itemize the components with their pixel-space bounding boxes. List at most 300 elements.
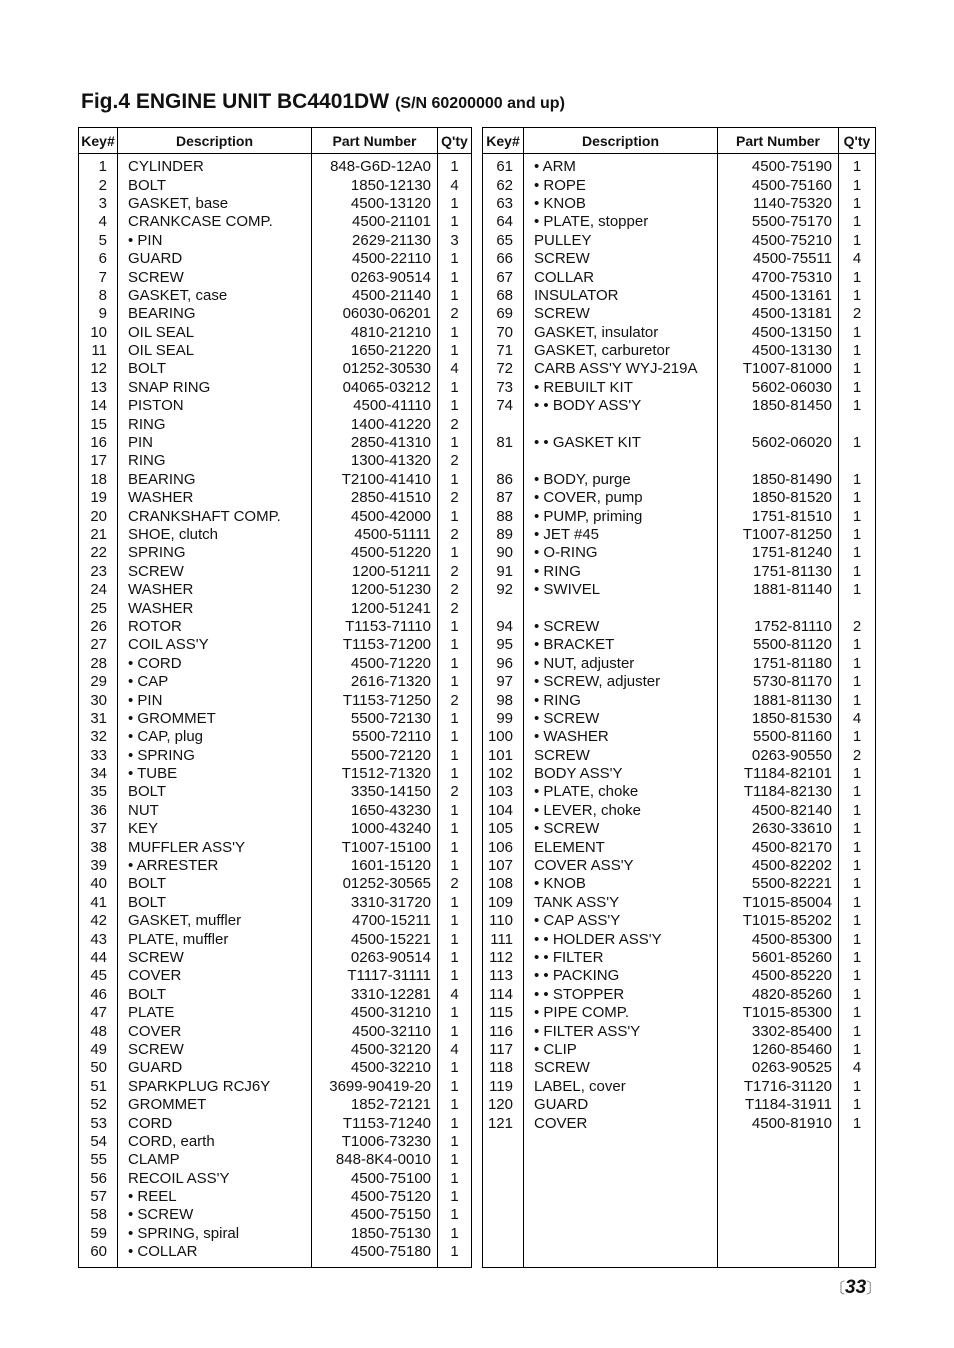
table-row <box>483 636 876 654</box>
key-cell: 46 <box>79 986 118 1004</box>
key-cell: 28 <box>79 655 118 673</box>
qty-cell: 1 <box>438 710 472 728</box>
part-number-cell: 4500-41110 <box>312 397 438 415</box>
key-cell: 65 <box>483 232 524 250</box>
table-row <box>483 507 876 525</box>
part-number-cell: 4500-51111 <box>312 526 438 544</box>
table-row <box>483 452 876 470</box>
part-number-cell: 5500-72110 <box>312 728 438 746</box>
table-row <box>483 268 876 286</box>
part-number-cell: 1650-21220 <box>312 342 438 360</box>
key-cell: 66 <box>483 250 524 268</box>
qty-cell: 1 <box>438 747 472 765</box>
part-number-cell: 5500-82221 <box>718 875 839 893</box>
key-cell: 112 <box>483 949 524 967</box>
description-cell: PULLEY <box>524 232 718 250</box>
table-row <box>483 967 876 985</box>
description-cell: • CAP ASS'Y <box>524 912 718 930</box>
table-row <box>483 1059 876 1077</box>
qty-cell: 1 <box>839 802 876 820</box>
table-row <box>79 250 472 268</box>
key-cell: 111 <box>483 930 524 948</box>
part-number-cell: 4500-13120 <box>312 195 438 213</box>
key-cell: 110 <box>483 912 524 930</box>
part-number-cell <box>718 599 839 617</box>
qty-cell: 1 <box>438 250 472 268</box>
table-row <box>79 1114 472 1132</box>
description-cell: • PIN <box>118 691 312 709</box>
qty-cell: 1 <box>839 673 876 691</box>
key-cell: 48 <box>79 1022 118 1040</box>
empty-cell <box>839 1169 876 1187</box>
part-number-cell: 4500-22110 <box>312 250 438 268</box>
part-number-cell: 04065-03212 <box>312 379 438 397</box>
table-row <box>79 1078 472 1096</box>
table-row <box>79 195 472 213</box>
qty-cell: 1 <box>839 820 876 838</box>
page-number: 〔33〕 <box>830 1277 882 1298</box>
part-number-cell: 4500-13161 <box>718 287 839 305</box>
qty-cell: 4 <box>438 176 472 194</box>
description-cell: • ROPE <box>524 176 718 194</box>
part-number-cell: 4500-75120 <box>312 1188 438 1206</box>
part-number-cell: 1601-15120 <box>312 857 438 875</box>
part-number-cell: 4500-31210 <box>312 1004 438 1022</box>
empty-cell <box>524 1169 718 1187</box>
table-row <box>79 802 472 820</box>
part-number-cell: 1260-85460 <box>718 1041 839 1059</box>
key-cell <box>483 415 524 433</box>
table-row <box>79 912 472 930</box>
key-cell: 8 <box>79 287 118 305</box>
table-row <box>79 1151 472 1169</box>
key-cell: 27 <box>79 636 118 654</box>
part-number-cell: 01252-30530 <box>312 360 438 378</box>
key-cell: 63 <box>483 195 524 213</box>
key-cell: 92 <box>483 581 524 599</box>
table-row <box>483 1022 876 1040</box>
table-row <box>483 250 876 268</box>
padding-cell <box>483 1261 524 1268</box>
description-cell: COVER ASS'Y <box>524 857 718 875</box>
part-number-cell: 1850-75130 <box>312 1225 438 1243</box>
qty-cell: 1 <box>839 176 876 194</box>
key-cell: 71 <box>483 342 524 360</box>
key-cell: 37 <box>79 820 118 838</box>
key-cell: 113 <box>483 967 524 985</box>
empty-cell <box>718 1243 839 1261</box>
qty-cell: 1 <box>438 618 472 636</box>
table-row <box>79 324 472 342</box>
table-row <box>483 232 876 250</box>
padding-cell <box>312 1261 438 1268</box>
part-number-cell: 5730-81170 <box>718 673 839 691</box>
key-cell: 99 <box>483 710 524 728</box>
description-cell: SCREW <box>524 250 718 268</box>
part-number-cell: 4500-81910 <box>718 1114 839 1132</box>
key-cell: 38 <box>79 838 118 856</box>
empty-row <box>483 1188 876 1206</box>
description-cell: CORD, earth <box>118 1133 312 1151</box>
part-number-cell: 4500-71220 <box>312 655 438 673</box>
qty-cell: 1 <box>438 324 472 342</box>
qty-cell: 1 <box>839 360 876 378</box>
part-number-cell: 4500-75100 <box>312 1169 438 1187</box>
part-number-cell: 4500-75150 <box>312 1206 438 1224</box>
table-row <box>483 489 876 507</box>
description-cell: • SCREW <box>524 820 718 838</box>
key-cell: 3 <box>79 195 118 213</box>
qty-cell: 1 <box>438 1078 472 1096</box>
key-cell: 40 <box>79 875 118 893</box>
part-number-cell: 4700-15211 <box>312 912 438 930</box>
qty-cell: 1 <box>438 857 472 875</box>
description-cell: • GROMMET <box>118 710 312 728</box>
key-cell: 91 <box>483 563 524 581</box>
description-cell: SCREW <box>524 1059 718 1077</box>
description-cell: • FILTER ASS'Y <box>524 1022 718 1040</box>
part-number-cell: 1751-81130 <box>718 563 839 581</box>
key-cell: 62 <box>483 176 524 194</box>
part-number-cell: 0263-90514 <box>312 268 438 286</box>
column-header-description: Description <box>118 128 312 154</box>
qty-cell: 1 <box>839 986 876 1004</box>
table-row <box>483 691 876 709</box>
table-row <box>483 379 876 397</box>
description-cell: INSULATOR <box>524 287 718 305</box>
table-row <box>79 232 472 250</box>
column-header-key: Key# <box>483 128 524 154</box>
qty-cell: 1 <box>839 636 876 654</box>
table-row <box>483 176 876 194</box>
key-cell: 9 <box>79 305 118 323</box>
table-row <box>79 747 472 765</box>
table-row <box>483 728 876 746</box>
table-row <box>483 912 876 930</box>
description-cell: GUARD <box>118 1059 312 1077</box>
column-header-part-number: Part Number <box>718 128 839 154</box>
key-cell: 81 <box>483 434 524 452</box>
description-cell: SCREW <box>118 268 312 286</box>
table-row <box>483 526 876 544</box>
key-cell: 95 <box>483 636 524 654</box>
qty-cell: 2 <box>438 526 472 544</box>
part-number-cell: T1184-82130 <box>718 783 839 801</box>
key-cell: 4 <box>79 213 118 231</box>
key-cell: 5 <box>79 232 118 250</box>
description-cell: • SCREW, adjuster <box>524 673 718 691</box>
qty-cell: 1 <box>438 802 472 820</box>
qty-cell: 1 <box>839 397 876 415</box>
qty-cell: 1 <box>839 379 876 397</box>
key-cell: 87 <box>483 489 524 507</box>
part-number-cell: 1300-41320 <box>312 452 438 470</box>
part-number-cell: 1751-81180 <box>718 655 839 673</box>
qty-cell: 1 <box>438 1004 472 1022</box>
qty-cell: 1 <box>438 379 472 397</box>
key-cell: 117 <box>483 1041 524 1059</box>
description-cell: SCREW <box>524 747 718 765</box>
table-row <box>79 581 472 599</box>
part-number-cell: 1140-75320 <box>718 195 839 213</box>
part-number-cell: T1184-82101 <box>718 765 839 783</box>
empty-cell <box>524 1243 718 1261</box>
key-cell: 104 <box>483 802 524 820</box>
qty-cell: 1 <box>839 563 876 581</box>
part-number-cell: 0263-90514 <box>312 949 438 967</box>
table-row <box>483 154 876 177</box>
qty-cell: 1 <box>438 1151 472 1169</box>
part-number-cell: T1007-15100 <box>312 838 438 856</box>
table-row <box>79 599 472 617</box>
column-header-part-number: Part Number <box>312 128 438 154</box>
key-cell: 55 <box>79 1151 118 1169</box>
part-number-cell: 1000-43240 <box>312 820 438 838</box>
description-cell: • O-RING <box>524 544 718 562</box>
description-cell: • • PACKING <box>524 967 718 985</box>
description-cell: MUFFLER ASS'Y <box>118 838 312 856</box>
part-number-cell: T1153-71110 <box>312 618 438 636</box>
table-row <box>79 213 472 231</box>
qty-cell: 1 <box>438 213 472 231</box>
description-cell: GASKET, muffler <box>118 912 312 930</box>
column-header-description: Description <box>524 128 718 154</box>
part-number-cell: 5500-81160 <box>718 728 839 746</box>
part-number-cell: T1006-73230 <box>312 1133 438 1151</box>
table-row <box>79 1169 472 1187</box>
empty-row <box>483 1133 876 1151</box>
part-number-cell: 2630-33610 <box>718 820 839 838</box>
description-cell: • LEVER, choke <box>524 802 718 820</box>
part-number-cell: 1850-81450 <box>718 397 839 415</box>
table-row <box>79 471 472 489</box>
part-number-cell: 3310-12281 <box>312 986 438 1004</box>
description-cell: • • GASKET KIT <box>524 434 718 452</box>
empty-cell <box>839 1206 876 1224</box>
padding-cell <box>79 1261 118 1268</box>
part-number-cell: 1751-81240 <box>718 544 839 562</box>
qty-cell: 1 <box>839 287 876 305</box>
description-cell: • WASHER <box>524 728 718 746</box>
part-number-cell: 1650-43230 <box>312 802 438 820</box>
description-cell: CLAMP <box>118 1151 312 1169</box>
qty-cell: 1 <box>438 1206 472 1224</box>
key-cell: 108 <box>483 875 524 893</box>
part-number-cell: 5601-85260 <box>718 949 839 967</box>
description-cell: KEY <box>118 820 312 838</box>
description-cell: BOLT <box>118 875 312 893</box>
qty-cell: 1 <box>839 232 876 250</box>
title-serial-range: (S/N 60200000 and up) <box>395 95 565 112</box>
empty-cell <box>524 1133 718 1151</box>
description-cell: WASHER <box>118 489 312 507</box>
description-cell: • CAP, plug <box>118 728 312 746</box>
key-cell: 58 <box>79 1206 118 1224</box>
key-cell <box>483 599 524 617</box>
key-cell: 43 <box>79 930 118 948</box>
qty-cell: 2 <box>839 747 876 765</box>
description-cell: BOLT <box>118 894 312 912</box>
qty-cell: 1 <box>839 691 876 709</box>
part-number-cell: 1200-51211 <box>312 563 438 581</box>
qty-cell: 1 <box>839 434 876 452</box>
empty-cell <box>483 1188 524 1206</box>
empty-cell <box>483 1169 524 1187</box>
part-number-cell: 4500-85300 <box>718 930 839 948</box>
key-cell: 116 <box>483 1022 524 1040</box>
key-cell: 119 <box>483 1078 524 1096</box>
description-cell: COVER <box>524 1114 718 1132</box>
key-cell: 88 <box>483 507 524 525</box>
part-number-cell: 2850-41510 <box>312 489 438 507</box>
part-number-cell: 4500-85220 <box>718 967 839 985</box>
description-cell: RING <box>118 452 312 470</box>
description-cell: GASKET, case <box>118 287 312 305</box>
table-row <box>483 894 876 912</box>
part-number-cell: 4500-32210 <box>312 1059 438 1077</box>
key-cell: 17 <box>79 452 118 470</box>
qty-cell <box>839 599 876 617</box>
key-cell: 64 <box>483 213 524 231</box>
empty-cell <box>718 1151 839 1169</box>
qty-cell: 2 <box>438 783 472 801</box>
table-row <box>79 1096 472 1114</box>
table-row <box>79 176 472 194</box>
description-cell: BOLT <box>118 360 312 378</box>
qty-cell: 1 <box>438 507 472 525</box>
empty-cell <box>483 1225 524 1243</box>
key-cell: 53 <box>79 1114 118 1132</box>
table-row <box>483 287 876 305</box>
table-row <box>483 1041 876 1059</box>
qty-cell <box>839 452 876 470</box>
qty-cell: 2 <box>438 415 472 433</box>
table-row <box>79 287 472 305</box>
qty-cell: 2 <box>438 452 472 470</box>
part-number-cell: 4500-15221 <box>312 930 438 948</box>
qty-cell: 1 <box>839 268 876 286</box>
description-cell: SCREW <box>118 563 312 581</box>
table-row <box>483 544 876 562</box>
description-cell: GUARD <box>118 250 312 268</box>
qty-cell: 1 <box>839 838 876 856</box>
description-cell: COVER <box>118 1022 312 1040</box>
description-cell: • KNOB <box>524 195 718 213</box>
table-row <box>79 544 472 562</box>
qty-cell: 1 <box>438 765 472 783</box>
part-number-cell: T1153-71200 <box>312 636 438 654</box>
table-row <box>79 894 472 912</box>
description-cell: PISTON <box>118 397 312 415</box>
part-number-cell: 4500-32110 <box>312 1022 438 1040</box>
key-cell: 6 <box>79 250 118 268</box>
qty-cell: 1 <box>839 655 876 673</box>
key-cell: 19 <box>79 489 118 507</box>
key-cell: 57 <box>79 1188 118 1206</box>
qty-cell: 1 <box>438 397 472 415</box>
part-number-cell: 1400-41220 <box>312 415 438 433</box>
key-cell: 73 <box>483 379 524 397</box>
part-number-cell: 4500-82140 <box>718 802 839 820</box>
key-cell: 121 <box>483 1114 524 1132</box>
part-number-cell: 01252-30565 <box>312 875 438 893</box>
part-number-cell: 4500-42000 <box>312 507 438 525</box>
qty-cell: 2 <box>839 618 876 636</box>
description-cell: TANK ASS'Y <box>524 894 718 912</box>
description-cell: • SCREW <box>524 710 718 728</box>
qty-cell: 1 <box>438 471 472 489</box>
table-row <box>483 415 876 433</box>
part-number-cell: T1153-71250 <box>312 691 438 709</box>
description-cell: CORD <box>118 1114 312 1132</box>
description-cell: ELEMENT <box>524 838 718 856</box>
table-row <box>483 838 876 856</box>
key-cell: 34 <box>79 765 118 783</box>
part-number-cell: 1850-12130 <box>312 176 438 194</box>
qty-cell: 1 <box>438 967 472 985</box>
qty-cell: 1 <box>438 636 472 654</box>
part-number-cell: 5500-81120 <box>718 636 839 654</box>
table-row <box>79 636 472 654</box>
description-cell: • • BODY ASS'Y <box>524 397 718 415</box>
empty-cell <box>524 1188 718 1206</box>
table-row <box>483 1078 876 1096</box>
table-row <box>79 305 472 323</box>
qty-cell: 1 <box>438 894 472 912</box>
key-cell: 36 <box>79 802 118 820</box>
qty-cell: 1 <box>438 1188 472 1206</box>
padding-cell <box>438 1261 472 1268</box>
table-row <box>79 154 472 177</box>
header-row <box>483 128 876 154</box>
part-number-cell: 1751-81510 <box>718 507 839 525</box>
description-cell: • CAP <box>118 673 312 691</box>
part-number-cell: 4500-82170 <box>718 838 839 856</box>
qty-cell: 1 <box>839 949 876 967</box>
padding-cell <box>118 1261 312 1268</box>
key-cell: 54 <box>79 1133 118 1151</box>
part-number-cell: T1015-85202 <box>718 912 839 930</box>
empty-cell <box>524 1206 718 1224</box>
key-cell: 23 <box>79 563 118 581</box>
qty-cell: 1 <box>839 489 876 507</box>
key-cell: 100 <box>483 728 524 746</box>
table-row <box>79 526 472 544</box>
table-row <box>483 655 876 673</box>
part-number-cell: 3350-14150 <box>312 783 438 801</box>
qty-cell: 2 <box>839 305 876 323</box>
empty-cell <box>839 1188 876 1206</box>
title-main: Fig.4 ENGINE UNIT BC4401DW <box>81 90 390 113</box>
qty-cell: 1 <box>839 1114 876 1132</box>
table-row <box>483 1096 876 1114</box>
part-number-cell: 4500-13181 <box>718 305 839 323</box>
part-number-cell: T1007-81250 <box>718 526 839 544</box>
description-cell: • CORD <box>118 655 312 673</box>
description-cell: • REBUILT KIT <box>524 379 718 397</box>
description-cell: • REEL <box>118 1188 312 1206</box>
part-number-cell: 4500-75190 <box>718 154 839 177</box>
part-number-cell: 0263-90550 <box>718 747 839 765</box>
part-number-cell: 1850-81520 <box>718 489 839 507</box>
key-cell: 20 <box>79 507 118 525</box>
key-cell: 60 <box>79 1243 118 1261</box>
table-bottom-padding <box>483 1261 876 1268</box>
description-cell: • BRACKET <box>524 636 718 654</box>
part-number-cell: 4500-82202 <box>718 857 839 875</box>
description-cell: BODY ASS'Y <box>524 765 718 783</box>
key-cell: 21 <box>79 526 118 544</box>
